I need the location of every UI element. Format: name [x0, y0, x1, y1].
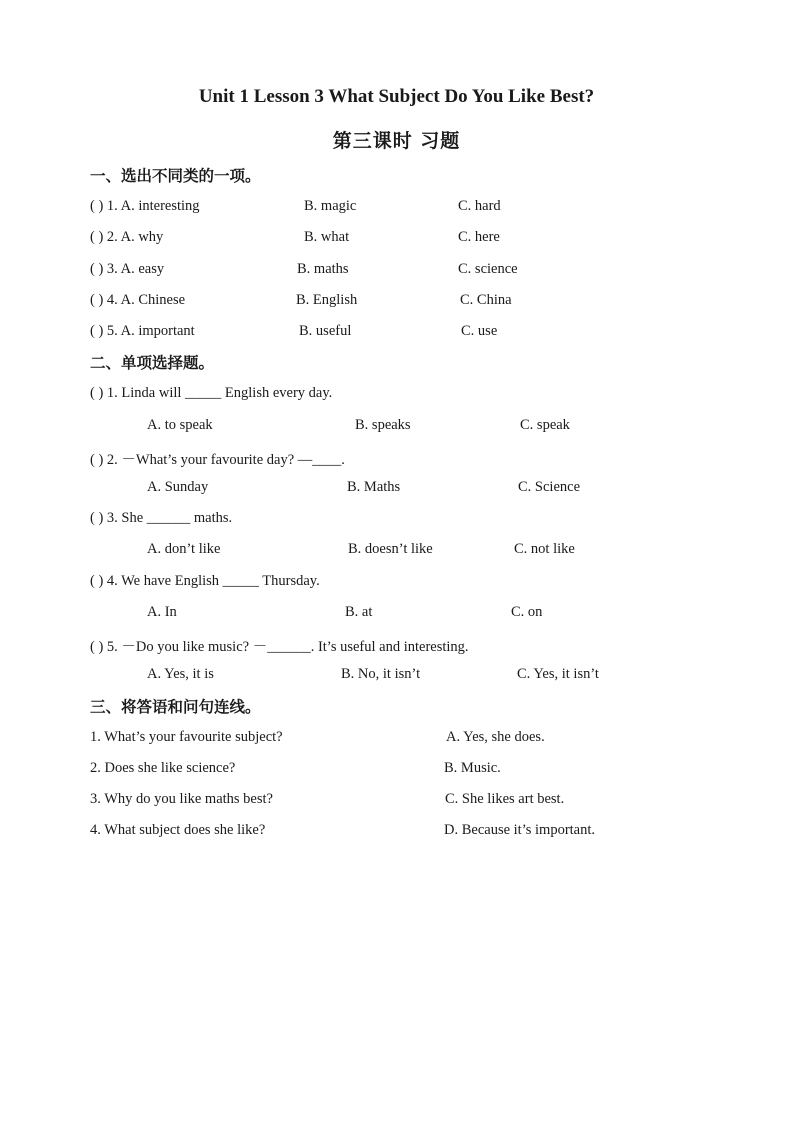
part2-q3-option-c: C. not like	[514, 541, 575, 557]
part1-q4-stem: ( ) 4. A. Chinese	[90, 292, 186, 308]
match-question-1: 1. What’s your favourite subject?	[90, 729, 283, 745]
part2-q2-option-c: C. Science	[518, 479, 581, 495]
part1-q4-option-c: C. China	[460, 292, 512, 308]
part2-q2-option-b: B. Maths	[347, 479, 401, 495]
part1-q1-stem: ( ) 1. A. interesting	[90, 198, 200, 214]
match-question-3: 3. Why do you like maths best?	[90, 791, 273, 807]
match-answer-a: A. Yes, she does.	[446, 729, 545, 745]
section-heading-part3: 三、将答语和问句连线。	[90, 698, 261, 716]
part2-q2-option-a: A. Sunday	[147, 479, 209, 495]
section-heading-part1: 一、选出不同类的一项。	[90, 167, 261, 185]
part1-q3-option-c: C. science	[458, 261, 518, 277]
part2-q4-stem: ( ) 4. We have English _____ Thursday.	[90, 573, 320, 589]
part2-q2-stem: ( ) 2. －What’s your favourite day? —____.	[90, 452, 345, 468]
part2-q3-stem: ( ) 3. She ______ maths.	[90, 510, 233, 526]
match-answer-b: B. Music.	[444, 760, 501, 776]
part2-q5-stem: ( ) 5. －Do you like music? －______. It’s useful and interesting.	[90, 639, 469, 655]
part2-q3-option-b: B. doesn’t like	[348, 541, 433, 557]
part2-q5-option-a: A. Yes, it is	[147, 666, 214, 682]
part2-q4-option-b: B. at	[345, 604, 373, 620]
part1-q1-option-c: C. hard	[458, 198, 501, 214]
part1-q3-option-b: B. maths	[297, 261, 349, 277]
page-title: Unit 1 Lesson 3 What Subject Do You Like Best?	[198, 86, 595, 107]
part2-q3-option-a: A. don’t like	[147, 541, 221, 557]
match-question-4: 4. What subject does she like?	[90, 822, 266, 838]
part2-q5-option-b: B. No, it isn’t	[341, 666, 421, 682]
part1-q3-stem: ( ) 3. A. easy	[90, 261, 165, 277]
part2-q1-option-b: B. speaks	[355, 417, 411, 433]
section-heading-part2: 二、单项选择题。	[90, 354, 215, 372]
part2-q5-option-c: C. Yes, it isn’t	[517, 666, 599, 682]
part2-q1-option-c: C. speak	[520, 417, 570, 433]
page-subtitle: 第三课时 习题	[332, 130, 461, 152]
part1-q4-option-b: B. English	[296, 292, 358, 308]
part1-q5-stem: ( ) 5. A. important	[90, 323, 195, 339]
match-answer-d: D. Because it’s important.	[444, 822, 596, 838]
part1-q2-stem: ( ) 2. A. why	[90, 229, 164, 245]
part2-q4-option-a: A. In	[147, 604, 177, 620]
match-question-2: 2. Does she like science?	[90, 760, 236, 776]
part2-q1-stem: ( ) 1. Linda will _____ English every day.	[90, 385, 333, 401]
part1-q1-option-b: B. magic	[304, 198, 357, 214]
part2-q4-option-c: C. on	[511, 604, 543, 620]
part1-q2-option-b: B. what	[304, 229, 350, 245]
match-answer-c: C. She likes art best.	[445, 791, 565, 807]
part2-q1-option-a: A. to speak	[147, 417, 213, 433]
part1-q5-option-c: C. use	[461, 323, 498, 339]
part1-q5-option-b: B. useful	[299, 323, 352, 339]
part1-q2-option-c: C. here	[458, 229, 500, 245]
